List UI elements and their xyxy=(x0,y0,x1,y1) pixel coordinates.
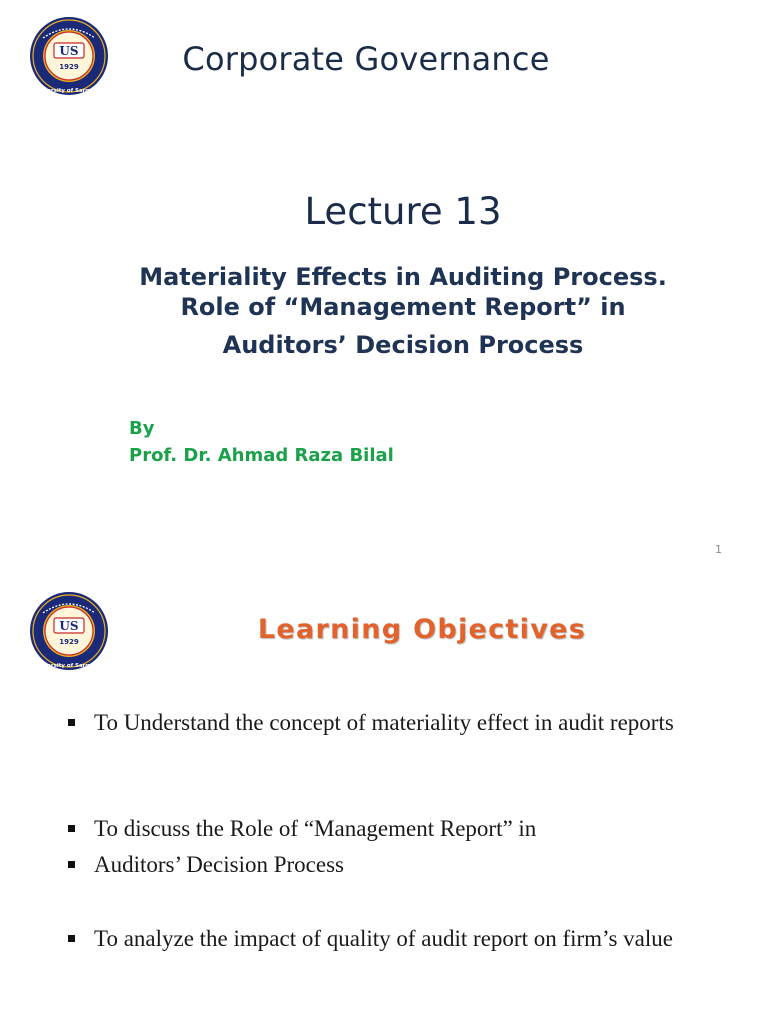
objective-item xyxy=(68,923,688,955)
seal-ring-text: University of Sargodha xyxy=(33,88,105,94)
objective-text: To analyze the impact of quality of audit report on firm’s value xyxy=(94,926,673,951)
seal-year: 1929 xyxy=(59,63,79,71)
seal-monogram: US xyxy=(59,619,79,633)
square-bullet-icon xyxy=(68,861,75,868)
lecture-subtitle-line: Role of “Management Report” in xyxy=(180,293,626,321)
lecture-subtitle-line: Materiality Effects in Auditing Process. xyxy=(139,263,667,291)
lecture-subtitle-line: Auditors’ Decision Process xyxy=(222,331,584,359)
seal-ring-text: University of Sargodha xyxy=(33,663,105,669)
course-title: Corporate Governance xyxy=(182,40,550,78)
objective-item xyxy=(68,707,688,739)
author-by-label: By xyxy=(129,418,155,439)
objective-text: To discuss the Role of “Management Report” in xyxy=(94,816,537,841)
square-bullet-icon xyxy=(68,825,75,832)
seal-year: 1929 xyxy=(59,638,79,646)
objective-item xyxy=(68,813,688,845)
objective-text: To Understand the concept of materiality effect in audit reports xyxy=(94,710,674,735)
lecture-title: Lecture 13 xyxy=(304,190,502,233)
objective-text: Auditors’ Decision Process xyxy=(94,852,344,877)
seal-monogram: US xyxy=(59,44,79,58)
slide-number: 1 xyxy=(715,543,722,556)
objective-item xyxy=(68,849,688,881)
objectives-slide xyxy=(0,576,768,1024)
learning-objectives-heading: Learning Objectives xyxy=(257,614,587,645)
square-bullet-icon xyxy=(68,719,75,726)
author-name: Prof. Dr. Ahmad Raza Bilal xyxy=(129,445,394,466)
square-bullet-icon xyxy=(68,935,75,942)
